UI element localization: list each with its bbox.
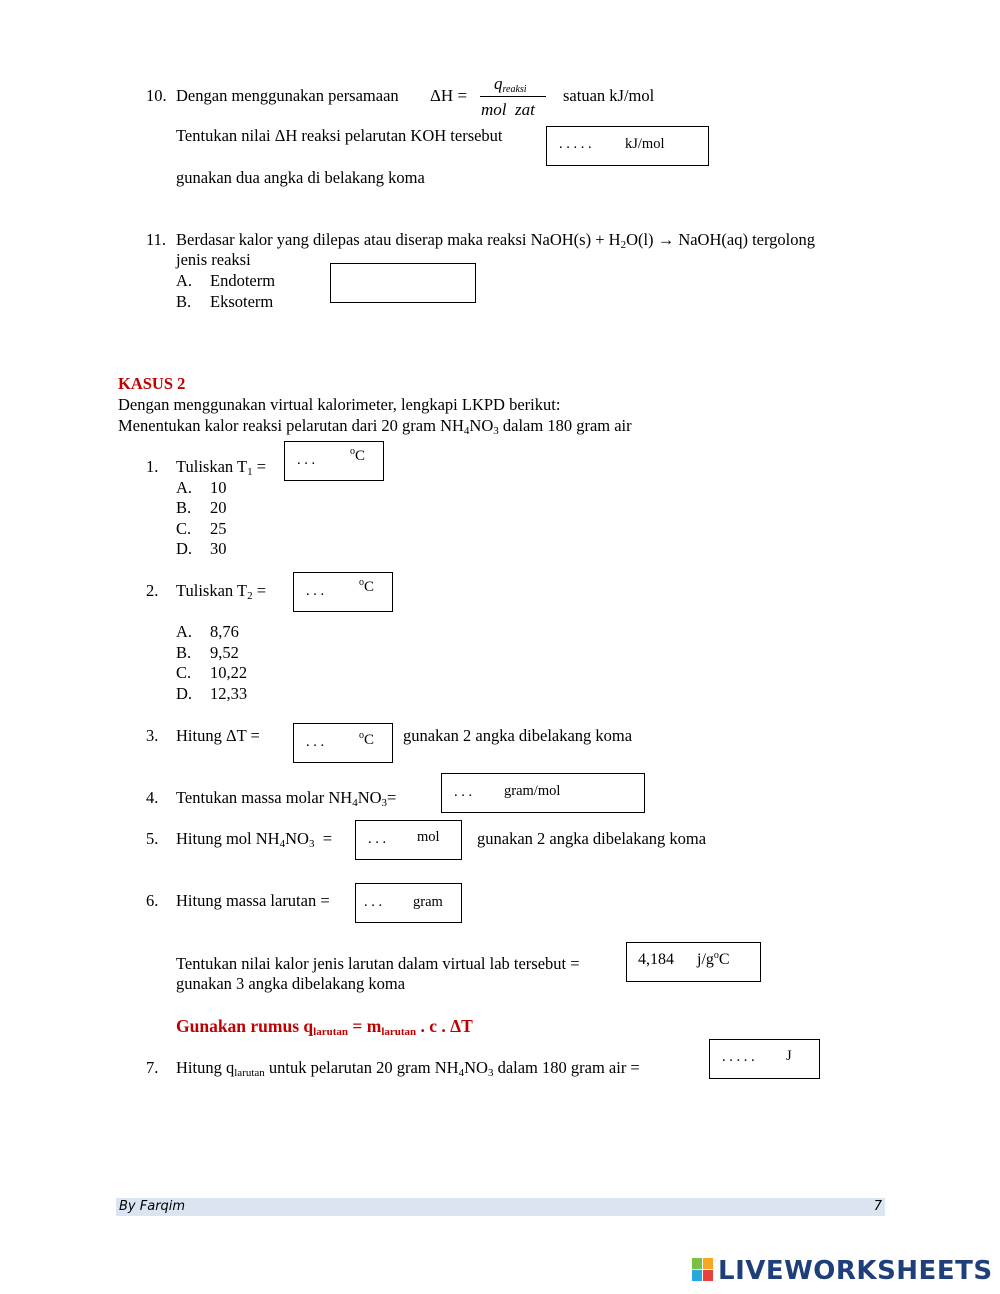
k6-kalor-unit-b: C xyxy=(718,951,730,968)
k6-kalor-box xyxy=(626,942,761,982)
arrow-right-icon: → xyxy=(657,230,675,249)
k6-answer-dots: . . . xyxy=(364,894,383,910)
k2-unit-c: C xyxy=(364,579,375,595)
k7-label xyxy=(176,1058,640,1078)
k2-label-b: = xyxy=(252,581,267,600)
k1-number: 1. xyxy=(146,457,159,476)
k2-option-letter: C. xyxy=(176,663,192,682)
k4-number: 4. xyxy=(146,788,159,807)
k6-kalor-line2: gunakan 3 angka dibelakang koma xyxy=(176,974,406,993)
k7-sub4: 4 xyxy=(458,1067,465,1079)
kasus2-sub3: 3 xyxy=(493,425,499,437)
k2-label-sub: 2 xyxy=(247,590,253,602)
k7-sub3: 3 xyxy=(487,1067,494,1079)
rumus-a: Gunakan rumus q xyxy=(176,1016,314,1036)
k5-sub4: 4 xyxy=(279,838,286,850)
k6-kalor-unit xyxy=(697,951,730,969)
k3-unit-c: C xyxy=(364,732,375,748)
k1-label-a: Tuliskan T xyxy=(176,457,248,476)
formula-hint xyxy=(176,1016,473,1036)
k5-label-c: = xyxy=(314,829,332,848)
k4-answer-unit: gram/mol xyxy=(504,783,561,799)
k7-label-d: dalam 180 gram air = xyxy=(493,1058,640,1077)
k7-label-b: untuk pelarutan 20 gram NH xyxy=(264,1058,459,1077)
k1-option-letter: D. xyxy=(176,539,193,558)
q11-text-c: NaOH(aq) tergolong xyxy=(674,230,816,249)
q11-option-letter: B. xyxy=(176,292,192,311)
footer-page-number: 7 xyxy=(873,1199,882,1214)
q10-line2: Tentukan nilai ΔH reaksi pelarutan KOH tersebut xyxy=(176,126,503,145)
q11-sub-2: 2 xyxy=(620,239,627,251)
q10-formula-numerator xyxy=(494,74,527,94)
k1-degree: o xyxy=(350,446,355,457)
q11-number: 11. xyxy=(146,230,167,249)
q10-answer-box[interactable] xyxy=(546,126,709,166)
q10-line3: gunakan dua angka di belakang koma xyxy=(176,168,425,187)
k5-answer-dots: . . . xyxy=(368,831,387,847)
k1-option-text: 30 xyxy=(210,539,227,558)
k4-sub4: 4 xyxy=(352,797,358,809)
k6-kalor-value: 4,184 xyxy=(638,951,674,968)
k3-answer-unit xyxy=(359,732,374,749)
q11-option-text: Eksoterm xyxy=(210,292,274,311)
q10-number: 10. xyxy=(146,86,167,105)
k2-answer-dots: . . . xyxy=(306,583,325,599)
k1-label-b: = xyxy=(252,457,267,476)
k2-option-letter: D. xyxy=(176,684,193,703)
q11-text xyxy=(176,230,815,250)
kasus2-intro2-a: Menentukan kalor reaksi pelarutan dari 20 gram NH xyxy=(118,416,464,435)
q11-option-text: Endoterm xyxy=(210,271,276,290)
rumus-sub1: larutan xyxy=(313,1026,348,1038)
liveworksheets-logo-icon xyxy=(692,1258,714,1282)
kasus2-intro2-c: dalam 180 gram air xyxy=(498,416,632,435)
k3-hint: gunakan 2 angka dibelakang koma xyxy=(403,726,633,745)
k3-answer-dots: . . . xyxy=(306,734,325,750)
k1-option-letter: A. xyxy=(176,478,193,497)
k1-option-text: 10 xyxy=(210,478,227,497)
q10-formula-q: q xyxy=(494,74,503,93)
rumus-c: . c . ΔT xyxy=(416,1016,473,1036)
k5-answer-unit: mol xyxy=(417,829,440,845)
k7-sub: larutan xyxy=(234,1067,265,1079)
k5-answer-box[interactable] xyxy=(355,820,462,860)
k7-answer-box[interactable] xyxy=(709,1039,820,1079)
k4-label-b: NO xyxy=(357,788,382,807)
k4-label-a: Tentukan massa molar NH xyxy=(176,788,353,807)
page-footer xyxy=(116,1198,885,1216)
k2-answer-box[interactable] xyxy=(293,572,393,612)
k5-number: 5. xyxy=(146,829,159,848)
q11-option-letter: A. xyxy=(176,271,193,290)
k6-kalor-line1: Tentukan nilai kalor jenis larutan dalam virtual lab tersebut = xyxy=(176,954,580,973)
k5-hint: gunakan 2 angka dibelakang koma xyxy=(477,829,707,848)
k2-degree: o xyxy=(359,577,364,588)
k1-answer-unit xyxy=(350,448,365,465)
q10-formula-denominator: mol zat xyxy=(481,100,535,119)
k6-kalor-unit-a: j/g xyxy=(697,951,714,968)
q10-unit-text: satuan kJ/mol xyxy=(563,86,655,105)
k6-answer-box[interactable] xyxy=(355,883,462,923)
k5-label xyxy=(176,829,332,849)
kasus2-intro2-b: NO xyxy=(469,416,494,435)
q11-answer-box[interactable] xyxy=(330,263,476,303)
q10-text: Dengan menggunakan persamaan xyxy=(176,86,399,105)
k2-option-letter: A. xyxy=(176,622,193,641)
k7-answer-unit: J xyxy=(786,1048,792,1064)
k2-option-text: 12,33 xyxy=(210,684,248,703)
k2-number: 2. xyxy=(146,581,159,600)
k4-sub3: 3 xyxy=(381,797,388,809)
k1-option-letter: B. xyxy=(176,498,192,517)
q11-line2: jenis reaksi xyxy=(176,250,251,269)
k5-sub3: 3 xyxy=(308,838,315,850)
k1-unit-c: C xyxy=(355,448,366,464)
q11-text-b: O(l) xyxy=(626,230,658,249)
k1-label-sub: 1 xyxy=(247,466,253,478)
k5-label-b: NO xyxy=(285,829,309,848)
k3-answer-box[interactable] xyxy=(293,723,393,763)
k4-label xyxy=(176,788,396,808)
q10-answer-unit: kJ/mol xyxy=(625,136,665,152)
footer-author: By Farqim xyxy=(119,1199,186,1214)
k2-option-text: 8,76 xyxy=(210,622,239,641)
kasus2-intro2 xyxy=(118,416,632,436)
k2-label xyxy=(176,581,266,601)
k3-degree: o xyxy=(359,730,364,741)
k6-answer-unit: gram xyxy=(413,894,443,910)
k2-option-letter: B. xyxy=(176,643,192,662)
k6-label: Hitung massa larutan = xyxy=(176,891,330,910)
k6-number: 6. xyxy=(146,891,159,910)
k2-label-a: Tuliskan T xyxy=(176,581,248,600)
kasus2-intro1: Dengan menggunakan virtual kalorimeter, lengkapi LKPD berikut: xyxy=(118,395,561,414)
k1-option-letter: C. xyxy=(176,519,192,538)
k3-label: Hitung ΔT = xyxy=(176,726,260,745)
k7-label-a: Hitung q xyxy=(176,1058,235,1077)
k6-kalor-degree: o xyxy=(713,950,719,961)
q10-formula-q-sub: reaksi xyxy=(502,84,527,95)
kasus2-sub4: 4 xyxy=(463,425,470,437)
rumus-b: = m xyxy=(348,1016,382,1036)
k2-option-text: 9,52 xyxy=(210,643,239,662)
k4-answer-dots: . . . xyxy=(454,784,473,800)
k1-label xyxy=(176,457,266,477)
k2-answer-unit xyxy=(359,579,374,596)
rumus-sub2: larutan xyxy=(381,1026,417,1038)
k4-label-c: = xyxy=(387,788,397,807)
k2-option-text: 10,22 xyxy=(210,663,248,682)
q10-formula-lhs: ΔH = xyxy=(430,86,468,105)
q10-answer-dots: . . . . . xyxy=(559,136,592,152)
liveworksheets-logo-text: LIVEWORKSHEETS xyxy=(718,1256,993,1286)
k1-answer-dots: . . . xyxy=(297,452,316,468)
q10-fraction-bar xyxy=(480,96,546,97)
k7-number: 7. xyxy=(146,1058,159,1077)
k1-answer-box[interactable] xyxy=(284,441,384,481)
k5-label-a: Hitung mol NH xyxy=(176,829,280,848)
k1-option-text: 25 xyxy=(210,519,227,538)
k3-number: 3. xyxy=(146,726,159,745)
k7-label-c: NO xyxy=(464,1058,488,1077)
liveworksheets-logo xyxy=(692,1256,993,1286)
q11-text-a: Berdasar kalor yang dilepas atau diserap maka reaksi NaOH(s) + H xyxy=(176,230,621,249)
k4-answer-box[interactable] xyxy=(441,773,645,813)
k1-option-text: 20 xyxy=(210,498,227,517)
k7-answer-dots: . . . . . xyxy=(722,1049,755,1065)
kasus2-title: KASUS 2 xyxy=(118,374,186,393)
